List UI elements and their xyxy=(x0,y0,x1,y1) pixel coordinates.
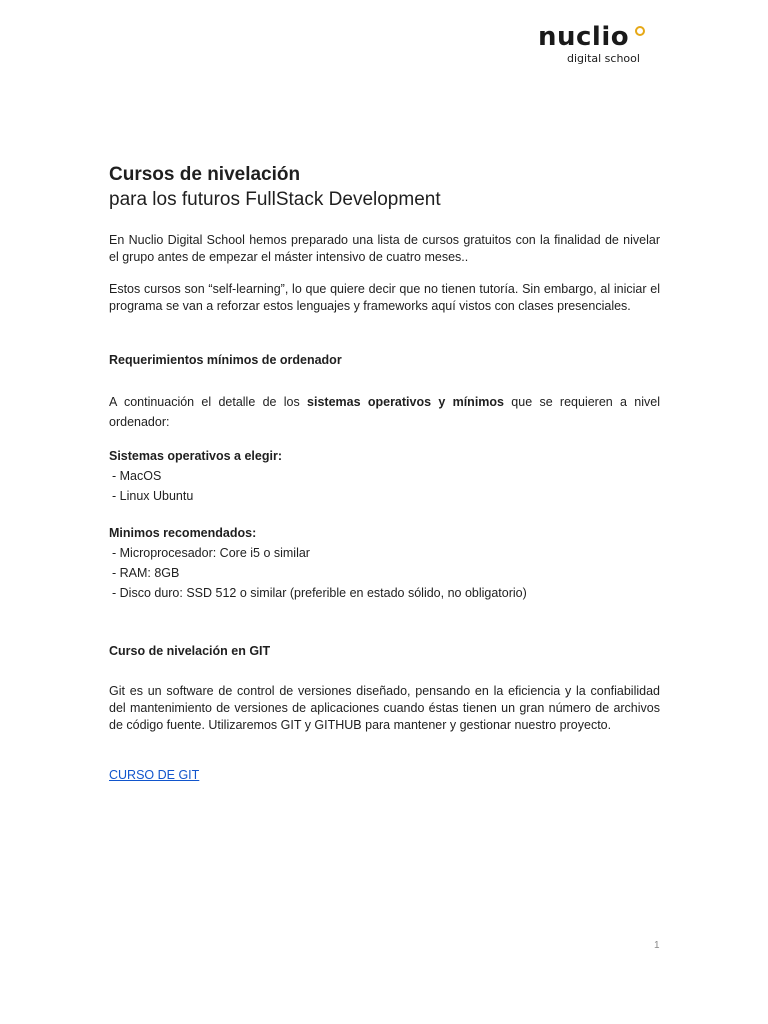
git-description: Git es un software de control de versiones diseñado, pensando en la eficiencia y la confiabilidad del mantenimiento de versiones de aplicaciones cuando éstas tienen un gran número de archivos de código fuente. Utilizaremos GIT y GITHUB para mantener y gestionar nuestro proyecto. xyxy=(109,684,660,732)
requirements-desc-bold: sistemas operativos y mínimos xyxy=(307,395,504,409)
logo-subtitle: digital school xyxy=(567,52,640,65)
os-list-item: - MacOS xyxy=(112,469,162,483)
minimums-list-item: - Microprocesador: Core i5 o similar xyxy=(112,546,310,560)
minimums-list-item: - Disco duro: SSD 512 o similar (preferible en estado sólido, no obligatorio) xyxy=(112,586,527,600)
requirements-description xyxy=(109,392,660,432)
logo-dot-icon xyxy=(635,26,645,36)
intro-paragraph-1: En Nuclio Digital School hemos preparado una lista de cursos gratuitos con la finalidad de nivelar el grupo antes de empezar el máster intensivo de cuatro meses.. xyxy=(109,233,660,264)
nuclio-logo xyxy=(538,22,658,68)
os-heading: Sistemas operativos a elegir: xyxy=(109,449,282,463)
requirements-heading: Requerimientos mínimos de ordenador xyxy=(109,353,342,367)
minimums-heading: Minimos recomendados: xyxy=(109,526,257,540)
page-title: Cursos de nivelación xyxy=(109,164,301,185)
requirements-desc-after: que se requieren a nivel ordenador: xyxy=(109,395,660,429)
page-subtitle: para los futuros FullStack Development xyxy=(109,189,441,210)
logo-wordmark: nuclio xyxy=(538,22,630,52)
os-list xyxy=(109,466,660,506)
requirements-desc-before: A continuación el detalle de los xyxy=(109,395,308,409)
os-list-item: - Linux Ubuntu xyxy=(112,489,194,503)
git-course-link[interactable]: CURSO DE GIT xyxy=(109,768,200,782)
page-number: 1 xyxy=(654,940,660,951)
minimums-list-item: - RAM: 8GB xyxy=(112,566,180,580)
intro-paragraph-2: Estos cursos son “self-learning”, lo que quiere decir que no tienen tutoría. Sin embargo, al iniciar el programa se van a reforzar estos lenguajes y frameworks aquí vistos con clases presenciales. xyxy=(109,282,660,313)
git-heading: Curso de nivelación en GIT xyxy=(109,644,271,658)
minimums-list xyxy=(109,543,660,603)
git-link-wrapper xyxy=(109,766,660,784)
